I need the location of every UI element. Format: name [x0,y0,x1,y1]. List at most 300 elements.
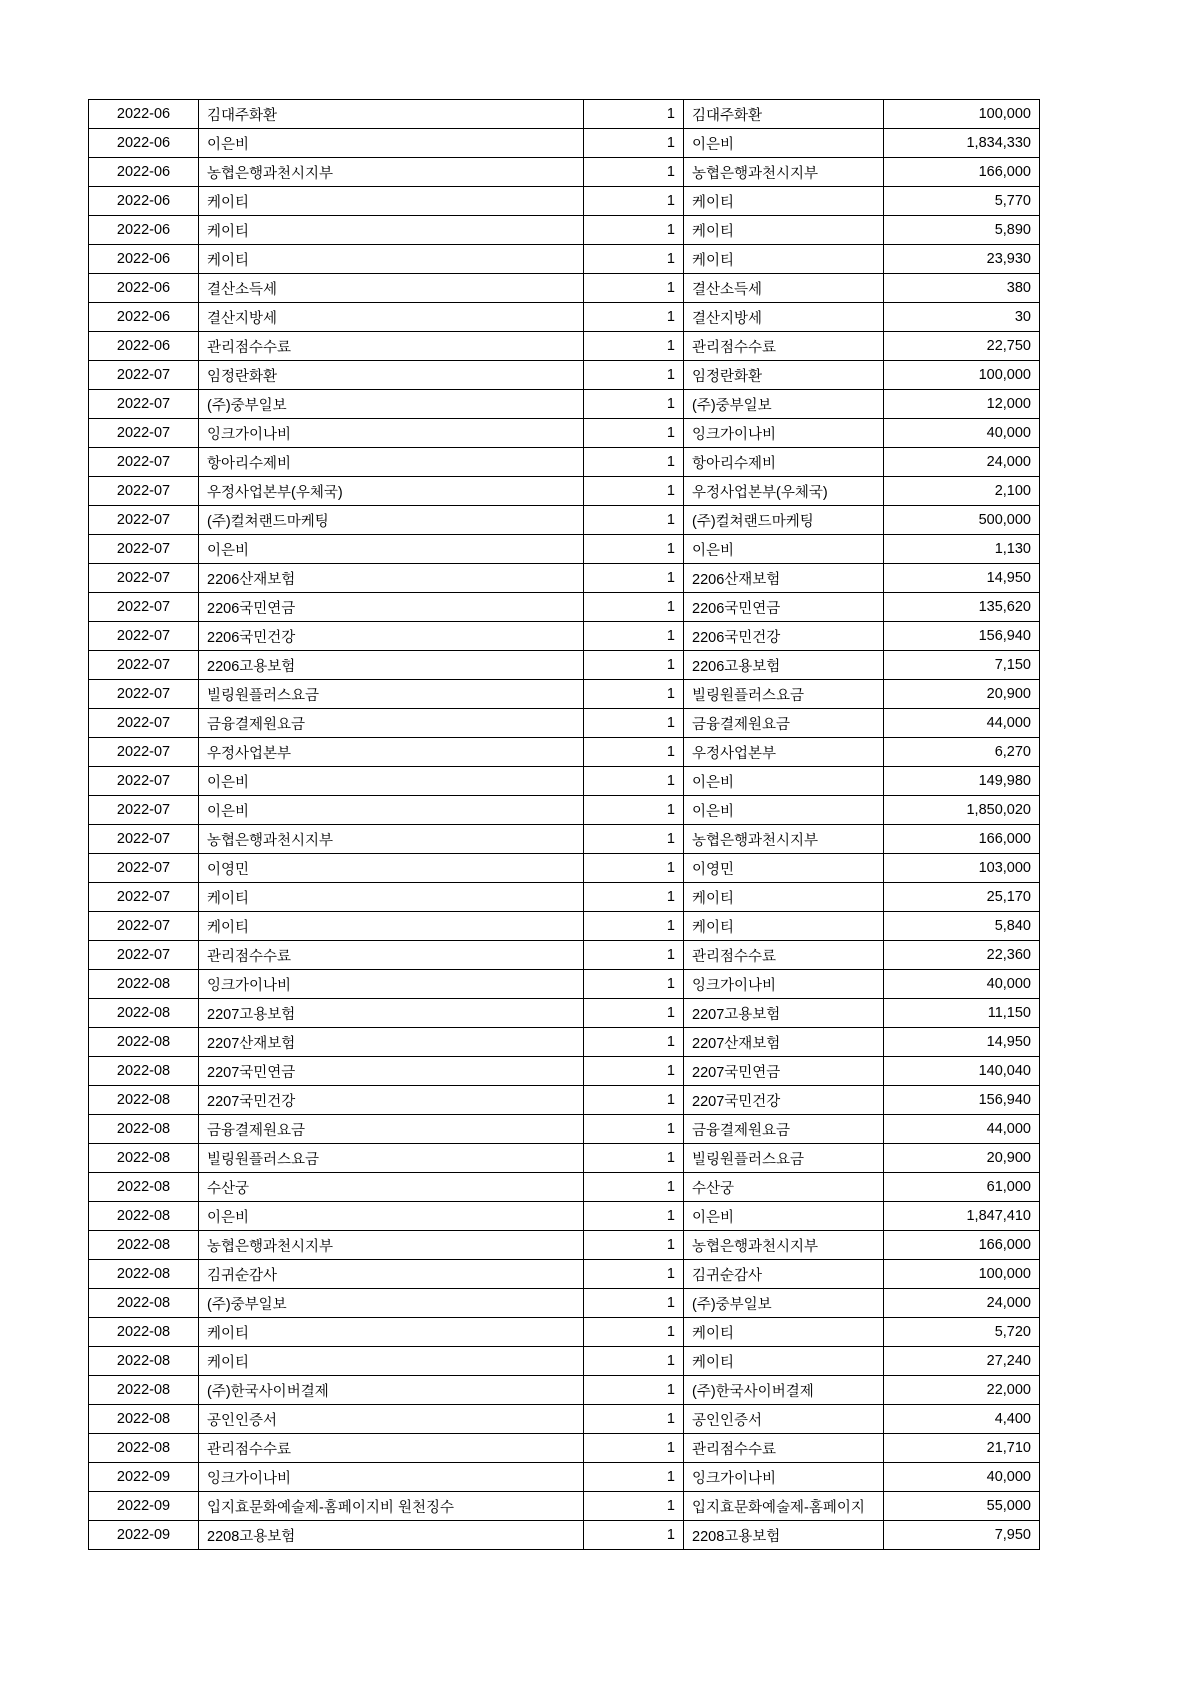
cell-description: 잉크가이나비 [199,419,584,448]
cell-account: 이은비 [684,796,884,825]
table-row [89,1289,1040,1318]
cell-quantity: 1 [584,680,684,709]
cell-quantity: 1 [584,825,684,854]
cell-description: 2206국민연금 [199,593,584,622]
cell-quantity: 1 [584,1260,684,1289]
cell-date: 2022-09 [89,1463,199,1492]
cell-description: 공인인증서 [199,1405,584,1434]
cell-amount: 24,000 [884,448,1040,477]
cell-quantity: 1 [584,593,684,622]
cell-amount: 20,900 [884,680,1040,709]
table-row [89,1463,1040,1492]
cell-description: (주)중부일보 [199,390,584,419]
cell-description: 우정사업본부 [199,738,584,767]
cell-account: 잉크가이나비 [684,970,884,999]
cell-amount: 22,000 [884,1376,1040,1405]
cell-amount: 149,980 [884,767,1040,796]
cell-description: (주)한국사이버결제 [199,1376,584,1405]
cell-date: 2022-08 [89,1028,199,1057]
table-row [89,448,1040,477]
cell-quantity: 1 [584,448,684,477]
cell-quantity: 1 [584,999,684,1028]
cell-date: 2022-07 [89,738,199,767]
cell-date: 2022-08 [89,1405,199,1434]
cell-description: 김대주화환 [199,100,584,129]
cell-account: 금융결제원요금 [684,1115,884,1144]
cell-amount: 166,000 [884,158,1040,187]
cell-description: 이영민 [199,854,584,883]
cell-amount: 4,400 [884,1405,1040,1434]
cell-amount: 1,850,020 [884,796,1040,825]
cell-date: 2022-07 [89,680,199,709]
table-row [89,622,1040,651]
cell-account: 2206국민건강 [684,622,884,651]
table-row [89,738,1040,767]
cell-description: 케이티 [199,883,584,912]
cell-description: 김귀순감사 [199,1260,584,1289]
table-row [89,564,1040,593]
cell-amount: 30 [884,303,1040,332]
cell-amount: 100,000 [884,1260,1040,1289]
table-row [89,883,1040,912]
cell-quantity: 1 [584,738,684,767]
cell-quantity: 1 [584,535,684,564]
cell-quantity: 1 [584,158,684,187]
table-row [89,506,1040,535]
cell-date: 2022-07 [89,854,199,883]
cell-description: 빌링원플러스요금 [199,1144,584,1173]
table-row [89,970,1040,999]
cell-description: 케이티 [199,245,584,274]
cell-amount: 500,000 [884,506,1040,535]
cell-amount: 1,847,410 [884,1202,1040,1231]
cell-amount: 156,940 [884,1086,1040,1115]
cell-date: 2022-07 [89,622,199,651]
cell-account: 잉크가이나비 [684,419,884,448]
cell-description: 2206국민건강 [199,622,584,651]
cell-account: 케이티 [684,1347,884,1376]
cell-quantity: 1 [584,245,684,274]
cell-quantity: 1 [584,1028,684,1057]
cell-account: 금융결제원요금 [684,709,884,738]
cell-amount: 40,000 [884,1463,1040,1492]
cell-amount: 12,000 [884,390,1040,419]
table-row [89,100,1040,129]
cell-quantity: 1 [584,216,684,245]
cell-date: 2022-08 [89,1115,199,1144]
cell-amount: 2,100 [884,477,1040,506]
cell-description: (주)중부일보 [199,1289,584,1318]
cell-account: (주)컬쳐랜드마케팅 [684,506,884,535]
cell-quantity: 1 [584,1405,684,1434]
cell-description: 금융결제원요금 [199,1115,584,1144]
cell-amount: 22,360 [884,941,1040,970]
cell-amount: 6,270 [884,738,1040,767]
cell-date: 2022-08 [89,970,199,999]
table-row [89,361,1040,390]
cell-account: 관리점수수료 [684,941,884,970]
cell-quantity: 1 [584,854,684,883]
cell-amount: 44,000 [884,709,1040,738]
cell-date: 2022-06 [89,332,199,361]
table-row [89,796,1040,825]
cell-date: 2022-07 [89,912,199,941]
cell-account: 2207국민건강 [684,1086,884,1115]
cell-quantity: 1 [584,1318,684,1347]
cell-account: 2207산재보험 [684,1028,884,1057]
cell-date: 2022-06 [89,187,199,216]
table-row [89,303,1040,332]
cell-description: 수산궁 [199,1173,584,1202]
cell-description: 농협은행과천시지부 [199,158,584,187]
cell-date: 2022-07 [89,651,199,680]
cell-quantity: 1 [584,1173,684,1202]
cell-description: 2206산재보험 [199,564,584,593]
cell-quantity: 1 [584,129,684,158]
cell-amount: 166,000 [884,825,1040,854]
cell-description: 이은비 [199,129,584,158]
cell-date: 2022-08 [89,1318,199,1347]
table-row [89,1202,1040,1231]
cell-quantity: 1 [584,1231,684,1260]
cell-description: 2207산재보험 [199,1028,584,1057]
cell-amount: 100,000 [884,361,1040,390]
cell-account: 이은비 [684,129,884,158]
cell-quantity: 1 [584,274,684,303]
cell-account: (주)중부일보 [684,1289,884,1318]
cell-quantity: 1 [584,419,684,448]
cell-account: 잉크가이나비 [684,1463,884,1492]
cell-date: 2022-08 [89,1086,199,1115]
cell-account: 이은비 [684,767,884,796]
table-row [89,477,1040,506]
cell-account: 케이티 [684,216,884,245]
cell-account: 관리점수수료 [684,332,884,361]
cell-date: 2022-07 [89,448,199,477]
cell-amount: 140,040 [884,1057,1040,1086]
cell-quantity: 1 [584,1521,684,1550]
cell-description: 2207국민건강 [199,1086,584,1115]
cell-date: 2022-07 [89,709,199,738]
cell-amount: 25,170 [884,883,1040,912]
table-row [89,1260,1040,1289]
cell-date: 2022-09 [89,1492,199,1521]
cell-amount: 156,940 [884,622,1040,651]
cell-date: 2022-08 [89,999,199,1028]
cell-account: 농협은행과천시지부 [684,158,884,187]
cell-account: 결산소득세 [684,274,884,303]
cell-account: 이은비 [684,1202,884,1231]
table-row [89,999,1040,1028]
cell-date: 2022-08 [89,1173,199,1202]
cell-date: 2022-08 [89,1260,199,1289]
cell-amount: 40,000 [884,419,1040,448]
cell-account: 수산궁 [684,1173,884,1202]
cell-description: 2207고용보험 [199,999,584,1028]
cell-amount: 20,900 [884,1144,1040,1173]
cell-date: 2022-08 [89,1057,199,1086]
cell-amount: 44,000 [884,1115,1040,1144]
cell-amount: 380 [884,274,1040,303]
cell-quantity: 1 [584,1115,684,1144]
cell-account: 우정사업본부 [684,738,884,767]
cell-amount: 24,000 [884,1289,1040,1318]
cell-description: 관리점수수료 [199,941,584,970]
cell-description: 잉크가이나비 [199,1463,584,1492]
cell-amount: 55,000 [884,1492,1040,1521]
cell-account: 케이티 [684,187,884,216]
cell-amount: 40,000 [884,970,1040,999]
cell-amount: 1,130 [884,535,1040,564]
cell-date: 2022-06 [89,129,199,158]
table-row [89,1144,1040,1173]
cell-date: 2022-07 [89,419,199,448]
cell-description: 2207국민연금 [199,1057,584,1086]
cell-description: 입지효문화예술제-홈페이지비 원천징수 [199,1492,584,1521]
table-row [89,680,1040,709]
cell-date: 2022-09 [89,1521,199,1550]
table-row [89,1057,1040,1086]
table-row [89,419,1040,448]
cell-date: 2022-08 [89,1144,199,1173]
cell-date: 2022-07 [89,535,199,564]
cell-description: 2206고용보험 [199,651,584,680]
cell-date: 2022-08 [89,1376,199,1405]
table-row [89,535,1040,564]
cell-quantity: 1 [584,1202,684,1231]
cell-account: 관리점수수료 [684,1434,884,1463]
cell-amount: 100,000 [884,100,1040,129]
cell-date: 2022-07 [89,883,199,912]
cell-description: 관리점수수료 [199,332,584,361]
cell-amount: 103,000 [884,854,1040,883]
cell-description: 관리점수수료 [199,1434,584,1463]
cell-date: 2022-07 [89,477,199,506]
cell-date: 2022-07 [89,361,199,390]
cell-account: 농협은행과천시지부 [684,1231,884,1260]
cell-quantity: 1 [584,1463,684,1492]
cell-date: 2022-06 [89,303,199,332]
cell-date: 2022-07 [89,796,199,825]
cell-amount: 5,890 [884,216,1040,245]
cell-account: 2206산재보험 [684,564,884,593]
cell-amount: 14,950 [884,1028,1040,1057]
cell-description: 이은비 [199,796,584,825]
cell-account: 이은비 [684,535,884,564]
cell-account: 김귀순감사 [684,1260,884,1289]
cell-quantity: 1 [584,506,684,535]
cell-amount: 5,720 [884,1318,1040,1347]
cell-amount: 1,834,330 [884,129,1040,158]
cell-date: 2022-07 [89,506,199,535]
cell-account: 2206국민연금 [684,593,884,622]
cell-description: 이은비 [199,535,584,564]
table-row [89,274,1040,303]
cell-date: 2022-07 [89,767,199,796]
cell-description: 빌링원플러스요금 [199,680,584,709]
cell-quantity: 1 [584,303,684,332]
cell-amount: 22,750 [884,332,1040,361]
cell-date: 2022-06 [89,216,199,245]
cell-date: 2022-06 [89,158,199,187]
cell-amount: 135,620 [884,593,1040,622]
cell-amount: 61,000 [884,1173,1040,1202]
cell-description: 결산소득세 [199,274,584,303]
cell-date: 2022-07 [89,941,199,970]
cell-quantity: 1 [584,970,684,999]
cell-amount: 166,000 [884,1231,1040,1260]
table-row [89,1492,1040,1521]
table-row [89,825,1040,854]
cell-quantity: 1 [584,100,684,129]
table-row [89,854,1040,883]
table-row [89,1434,1040,1463]
cell-account: 입지효문화예술제-홈페이지 [684,1492,884,1521]
table-row [89,1028,1040,1057]
cell-account: 농협은행과천시지부 [684,825,884,854]
table-row [89,1115,1040,1144]
cell-quantity: 1 [584,622,684,651]
cell-description: 케이티 [199,1318,584,1347]
cell-quantity: 1 [584,1347,684,1376]
cell-description: 우정사업본부(우체국) [199,477,584,506]
cell-account: 케이티 [684,883,884,912]
cell-date: 2022-08 [89,1231,199,1260]
cell-date: 2022-06 [89,274,199,303]
ledger-body [89,100,1040,1550]
cell-description: 잉크가이나비 [199,970,584,999]
table-row [89,245,1040,274]
cell-quantity: 1 [584,709,684,738]
cell-account: 케이티 [684,245,884,274]
cell-amount: 27,240 [884,1347,1040,1376]
cell-quantity: 1 [584,941,684,970]
cell-description: 이은비 [199,1202,584,1231]
cell-description: 케이티 [199,216,584,245]
cell-date: 2022-08 [89,1289,199,1318]
cell-account: 케이티 [684,1318,884,1347]
cell-account: 결산지방세 [684,303,884,332]
cell-description: 케이티 [199,1347,584,1376]
cell-quantity: 1 [584,361,684,390]
ledger-table [88,99,1040,1550]
cell-date: 2022-08 [89,1434,199,1463]
cell-description: 케이티 [199,187,584,216]
cell-description: 이은비 [199,767,584,796]
cell-quantity: 1 [584,332,684,361]
document-page [88,99,1039,1550]
cell-account: 2207고용보험 [684,999,884,1028]
cell-quantity: 1 [584,1057,684,1086]
cell-description: 2208고용보험 [199,1521,584,1550]
cell-amount: 23,930 [884,245,1040,274]
cell-date: 2022-07 [89,390,199,419]
table-row [89,1347,1040,1376]
cell-amount: 11,150 [884,999,1040,1028]
cell-description: 케이티 [199,912,584,941]
cell-quantity: 1 [584,1289,684,1318]
cell-account: 공인인증서 [684,1405,884,1434]
table-row [89,158,1040,187]
table-row [89,767,1040,796]
cell-quantity: 1 [584,796,684,825]
cell-account: 우정사업본부(우체국) [684,477,884,506]
cell-account: (주)중부일보 [684,390,884,419]
cell-date: 2022-07 [89,564,199,593]
cell-date: 2022-08 [89,1202,199,1231]
cell-account: (주)한국사이버결제 [684,1376,884,1405]
cell-quantity: 1 [584,1376,684,1405]
table-row [89,1376,1040,1405]
cell-quantity: 1 [584,564,684,593]
cell-amount: 21,710 [884,1434,1040,1463]
cell-account: 항아리수제비 [684,448,884,477]
cell-date: 2022-07 [89,825,199,854]
cell-quantity: 1 [584,1086,684,1115]
table-row [89,912,1040,941]
table-row [89,129,1040,158]
cell-quantity: 1 [584,883,684,912]
table-row [89,941,1040,970]
cell-quantity: 1 [584,1492,684,1521]
cell-account: 2207국민연금 [684,1057,884,1086]
table-row [89,187,1040,216]
table-row [89,593,1040,622]
table-row [89,651,1040,680]
table-row [89,1231,1040,1260]
table-row [89,216,1040,245]
cell-amount: 7,950 [884,1521,1040,1550]
cell-quantity: 1 [584,1434,684,1463]
cell-date: 2022-07 [89,593,199,622]
table-row [89,1086,1040,1115]
cell-quantity: 1 [584,187,684,216]
cell-amount: 5,770 [884,187,1040,216]
cell-description: 농협은행과천시지부 [199,1231,584,1260]
cell-account: 2208고용보험 [684,1521,884,1550]
cell-date: 2022-06 [89,100,199,129]
cell-date: 2022-08 [89,1347,199,1376]
cell-quantity: 1 [584,477,684,506]
cell-quantity: 1 [584,767,684,796]
cell-account: 이영민 [684,854,884,883]
cell-amount: 5,840 [884,912,1040,941]
table-row [89,390,1040,419]
cell-account: 빌링원플러스요금 [684,1144,884,1173]
cell-account: 김대주화환 [684,100,884,129]
table-row [89,1521,1040,1550]
cell-quantity: 1 [584,651,684,680]
table-row [89,709,1040,738]
cell-quantity: 1 [584,390,684,419]
table-row [89,1318,1040,1347]
cell-description: 금융결제원요금 [199,709,584,738]
cell-account: 2206고용보험 [684,651,884,680]
cell-date: 2022-06 [89,245,199,274]
cell-description: 농협은행과천시지부 [199,825,584,854]
table-row [89,1173,1040,1202]
cell-amount: 7,150 [884,651,1040,680]
cell-amount: 14,950 [884,564,1040,593]
cell-description: 임정란화환 [199,361,584,390]
cell-description: 결산지방세 [199,303,584,332]
cell-quantity: 1 [584,912,684,941]
cell-account: 케이티 [684,912,884,941]
cell-quantity: 1 [584,1144,684,1173]
table-row [89,1405,1040,1434]
cell-account: 임정란화환 [684,361,884,390]
cell-description: 항아리수제비 [199,448,584,477]
